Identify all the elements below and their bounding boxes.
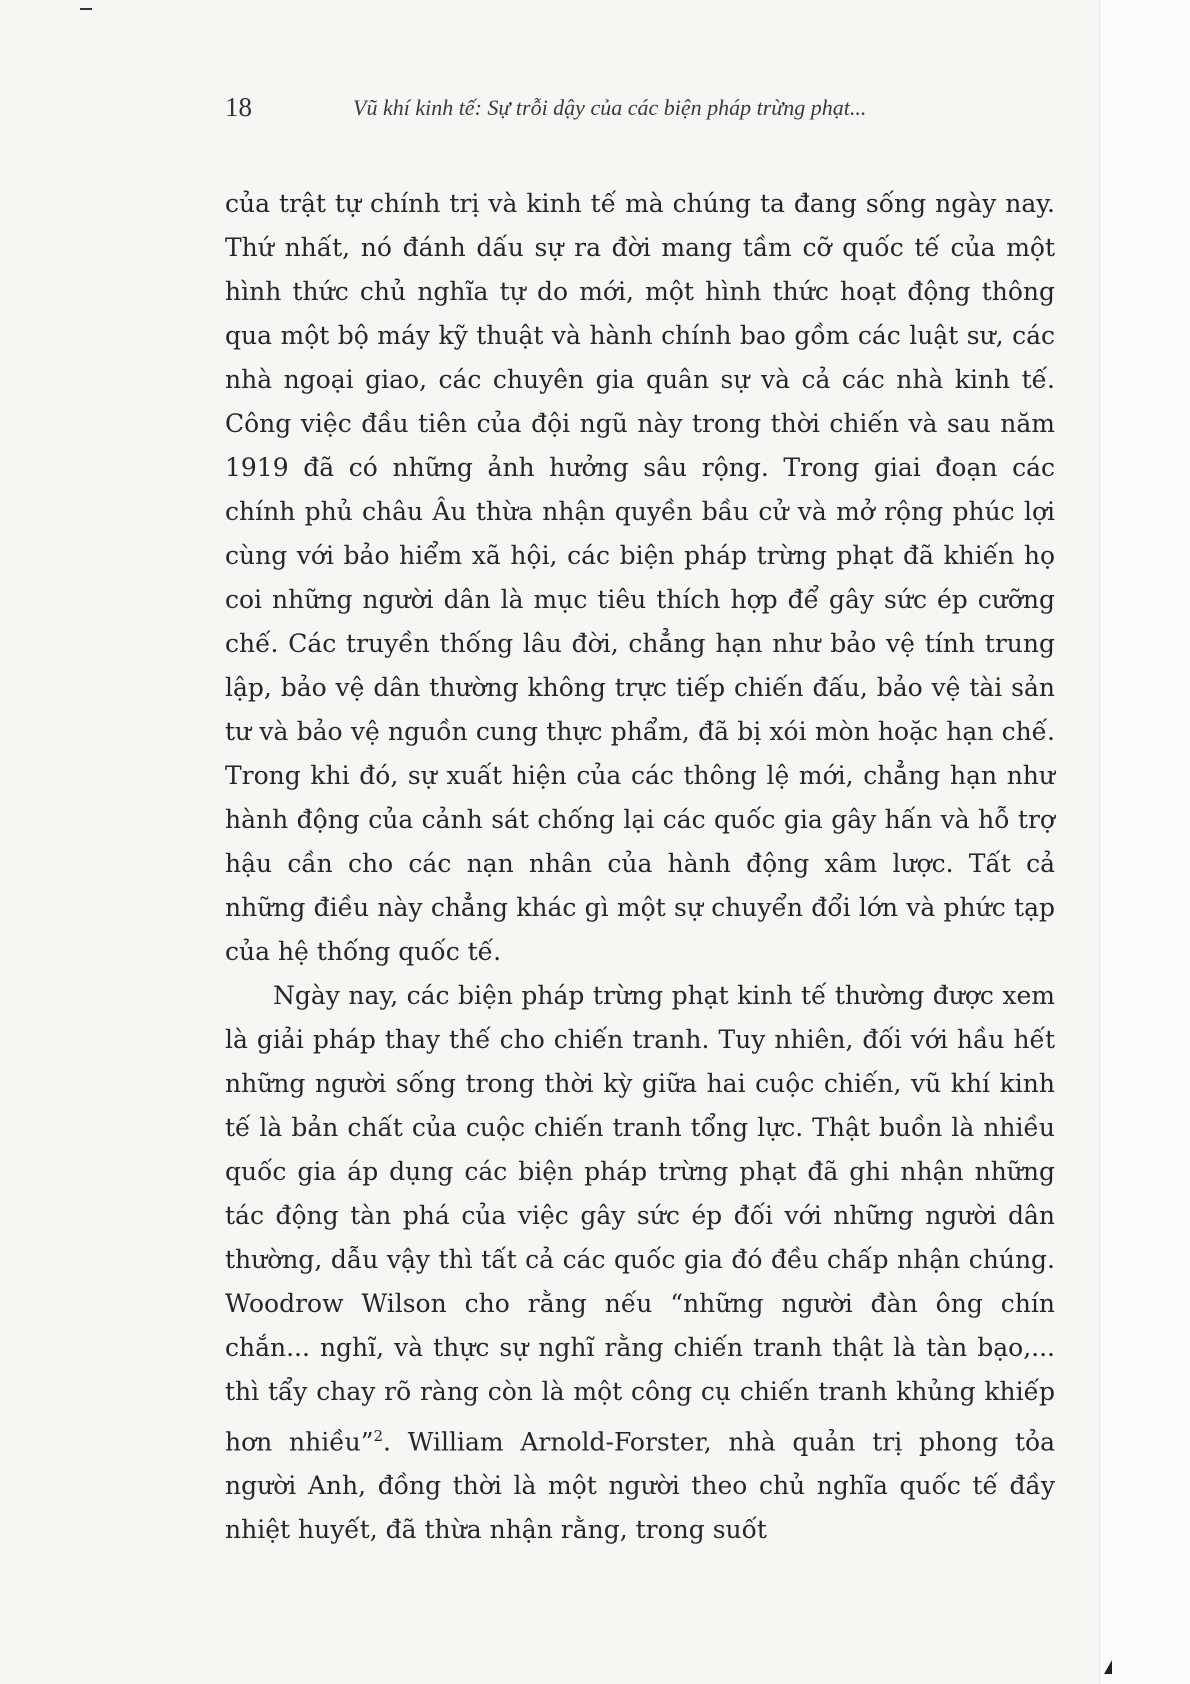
paragraph-1: của trật tự chính trị và kinh tế mà chúng ta đang sống ngày nay. Thứ nhất, nó đánh dấu sự ra đời mang tầm cỡ quốc tế của một hình thức chủ nghĩa tự do mới, một hình thức hoạt động thông qua một bộ máy kỹ thuật và hành chính bao gồm các luật sư, các nhà ngoại giao, các chuyên gia quân sự và cả các nhà kinh tế. Công việc đầu tiên của đội ngũ này trong thời chiến và sau năm 1919 đã có những ảnh hưởng sâu rộng. Trong giai đoạn các chính phủ châu Âu thừa nhận quyền bầu cử và mở rộng phúc lợi cùng với bảo hiểm xã hội, các biện pháp trừng phạt đã khiến họ coi những người dân là mục tiêu thích hợp để gây sức ép cưỡng chế. Các truyền thống lâu đời, chẳng hạn như bảo vệ tính trung lập, bảo vệ dân thường không trực tiếp chiến đấu, bảo vệ tài sản tư và bảo vệ nguồn cung thực phẩm, đã bị xói mòn hoặc hạn chế. Trong khi đó, sự xuất hiện của các thông lệ mới, chẳng hạn như hành động của cảnh sát chống lại các quốc gia gây hấn và hỗ trợ hậu cần cho các nạn nhân của hành động xâm lược. Tất cả những điều này chẳng khác gì một sự chuyển đổi lớn và phức tạp của hệ thống quốc tế. xyxy=(225,189,1055,966)
page-number: 18 xyxy=(225,92,252,122)
paragraph-2-continuation: . William Arnold-Forster, nhà quản trị phong tỏa người Anh, đồng thời là một người theo chủ nghĩa quốc tế đầy nhiệt huyết, đã thừa nhận rằng, trong suốt xyxy=(225,1427,1055,1545)
page-header xyxy=(225,92,1025,122)
running-title: Vũ khí kinh tế: Sự trỗi dậy của các biện pháp trừng phạt... xyxy=(353,95,867,120)
body-text xyxy=(225,182,1055,1552)
corner-mark xyxy=(1104,1660,1112,1674)
page-edge xyxy=(1099,0,1190,1684)
paragraph-2 xyxy=(225,974,1055,1552)
footnote-marker: 2 xyxy=(373,1427,384,1445)
scan-mark xyxy=(80,8,92,10)
paragraph-2-text: Ngày nay, các biện pháp trừng phạt kinh tế thường được xem là giải pháp thay thế cho chiến tranh. Tuy nhiên, đối với hầu hết những người sống trong thời kỳ giữa hai cuộc chiến, vũ khí kinh tế là bản chất của cuộc chiến tranh tổng lực. Thật buồn là nhiều quốc gia áp dụng các biện pháp trừng phạt đã ghi nhận những tác động tàn phá của việc gây sức ép đối với những người dân thường, dẫu vậy thì tất cả các quốc gia đó đều chấp nhận chúng. Woodrow Wilson cho rằng nếu “những người đàn ông chín chắn... nghĩ, và thực sự nghĩ rằng chiến tranh thật là tàn bạo,... thì tẩy chay rõ ràng còn là một công cụ chiến tranh khủng khiếp hơn nhiều” xyxy=(225,981,1055,1457)
